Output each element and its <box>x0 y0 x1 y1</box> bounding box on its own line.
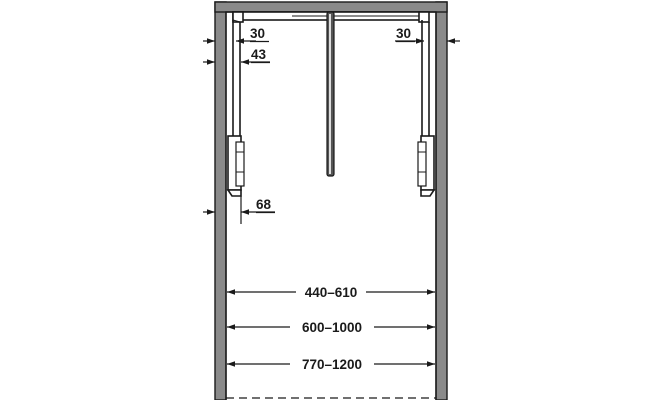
cabinet-right-wall <box>436 2 447 400</box>
dimension-range-770-1200 <box>227 357 435 372</box>
cabinet-top-panel <box>215 2 447 12</box>
dim-label-770-1200: 770–1200 <box>301 357 363 372</box>
left-mounting-bracket <box>228 136 244 196</box>
dim-label-68: 68 <box>256 197 272 212</box>
dimension-top-right-30 <box>395 26 460 42</box>
dimension-range-600-1000 <box>227 320 435 335</box>
dimension-top-left-30 <box>203 26 269 42</box>
dim-label-30-right: 30 <box>396 26 412 41</box>
center-hanging-rod <box>327 12 334 176</box>
dimension-left-68 <box>203 196 275 224</box>
cabinet-left-wall <box>215 2 226 400</box>
dim-label-43: 43 <box>251 47 267 62</box>
dimension-range-440-610 <box>227 285 435 300</box>
dim-label-440-610: 440–610 <box>304 285 358 300</box>
dim-label-30-left: 30 <box>250 26 266 41</box>
right-mounting-bracket <box>418 136 434 196</box>
dim-label-600-1000: 600–1000 <box>301 320 363 335</box>
dimension-top-left-43 <box>203 47 270 63</box>
